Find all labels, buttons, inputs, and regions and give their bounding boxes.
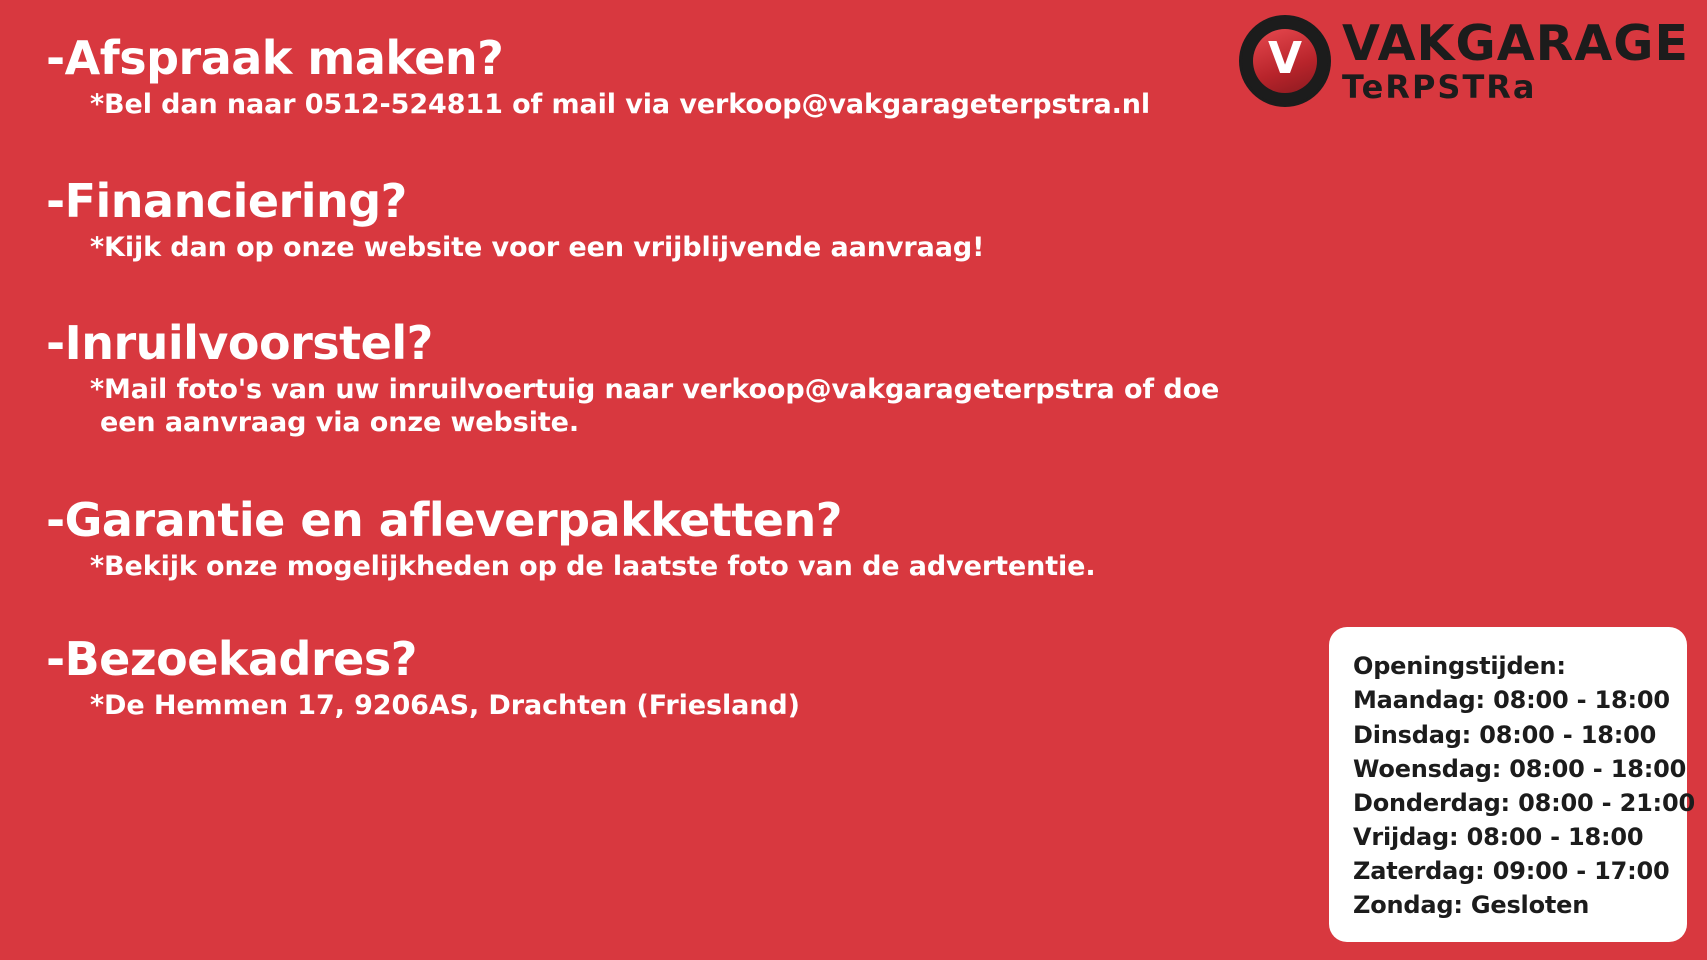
opening-hours-card xyxy=(1329,627,1695,942)
faq-answer xyxy=(90,550,1336,584)
faq-question: -Financiering? xyxy=(46,174,407,229)
faq-answer-line1: *Kijk dan op onze website voor een vrijblijvende aanvraag! xyxy=(90,232,985,264)
brand-wordmark xyxy=(1342,15,1689,106)
faq-question: -Garantie en afleverpakketten? xyxy=(46,493,842,548)
faq-question: -Bezoekadres? xyxy=(46,632,417,687)
faq-question: -Inruilvoorstel? xyxy=(46,315,433,370)
opening-hours-monday: Maandag: 08:00 - 18:00 xyxy=(1353,686,1670,715)
faq-answer xyxy=(90,689,1336,723)
faq-item-garantie xyxy=(46,493,1336,583)
opening-hours-tuesday: Dinsdag: 08:00 - 18:00 xyxy=(1353,720,1657,749)
faq-answer-line1: *Bekijk onze mogelijkheden op de laatste foto van de advertentie. xyxy=(90,550,1096,582)
faq-item-afspraak xyxy=(46,31,1336,121)
badge-letter-v: V xyxy=(1267,33,1303,84)
faq-item-inruilvoorstel xyxy=(46,315,1336,440)
opening-hours-thursday: Donderdag: 08:00 - 21:00 xyxy=(1353,788,1695,817)
faq-answer-line1: *Bel dan naar 0512-524811 of mail via verkoop@vakgarageterpstra.nl xyxy=(90,88,1151,120)
faq-question: -Afspraak maken? xyxy=(46,31,504,85)
faq-answer-line2: een aanvraag via onze website. xyxy=(100,407,580,439)
faq-answer-line1: *Mail foto's van uw inruilvoertuig naar verkoop@vakgarageterpstra of doe xyxy=(90,373,1220,405)
faq-item-bezoekadres xyxy=(46,632,1336,722)
opening-hours-saturday: Zaterdag: 09:00 - 17:00 xyxy=(1353,856,1670,885)
opening-hours-title: Openingstijden: xyxy=(1353,652,1566,681)
brand-sub-name: TeRPSTRa xyxy=(1342,68,1537,106)
faq-answer xyxy=(90,373,1336,441)
opening-hours-wednesday: Woensdag: 08:00 - 18:00 xyxy=(1353,754,1687,783)
opening-hours-friday: Vrijdag: 08:00 - 18:00 xyxy=(1353,822,1644,851)
faq-answer-line1: *De Hemmen 17, 9206AS, Drachten (Friesland) xyxy=(90,690,800,722)
faq-item-financiering xyxy=(46,174,1336,264)
faq-answer xyxy=(90,231,1336,265)
faq-answer xyxy=(90,88,1336,122)
faq-list xyxy=(46,24,1336,723)
opening-hours-sunday: Zondag: Gesloten xyxy=(1353,890,1590,919)
brand-name: VAKGARAGE xyxy=(1342,15,1689,72)
